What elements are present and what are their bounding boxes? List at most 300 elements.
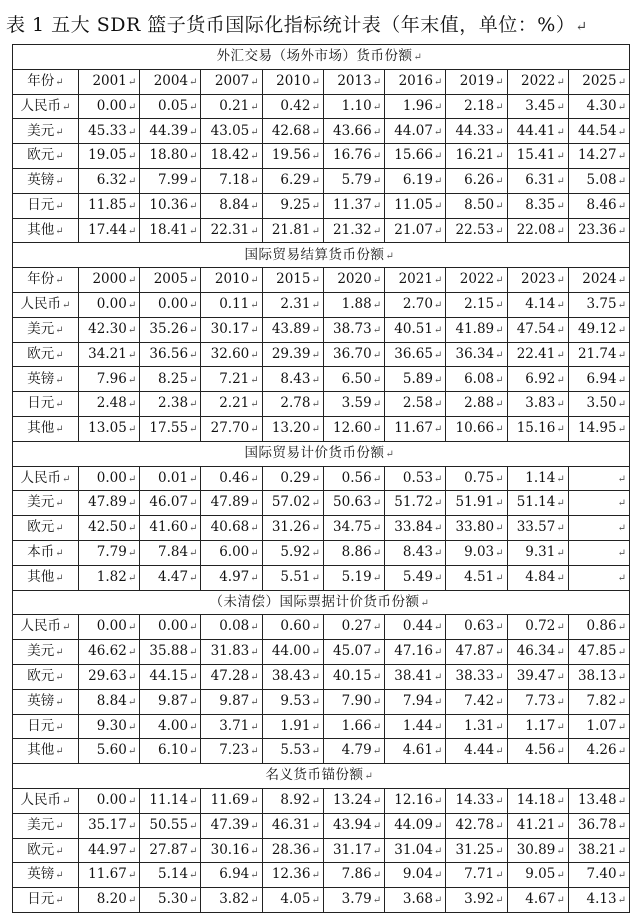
paragraph-mark-icon: ↵ (250, 870, 259, 882)
value-cell-value: 7.40 (586, 866, 617, 883)
value-cell (201, 342, 262, 367)
paragraph-mark-icon: ↵ (617, 126, 626, 138)
value-cell-value: 42.30 (88, 320, 127, 337)
paragraph-mark-icon: ↵ (617, 473, 626, 485)
value-cell (201, 689, 262, 714)
section-title (13, 590, 630, 615)
paragraph-mark-icon: ↵ (250, 324, 259, 336)
value-cell (262, 94, 323, 119)
paragraph-mark-icon: ↵ (127, 473, 137, 485)
value-cell (446, 144, 507, 169)
value-cell (140, 491, 201, 516)
paragraph-mark-icon: ↵ (556, 101, 565, 113)
table-row (13, 714, 630, 739)
value-cell (140, 144, 201, 169)
value-cell-value: 29.63 (88, 668, 127, 685)
paragraph-mark-icon: ↵ (311, 696, 320, 708)
value-cell-value: 6.92 (525, 370, 556, 387)
paragraph-mark-icon: ↵ (250, 820, 259, 832)
value-cell-value: 8.25 (157, 370, 189, 387)
paragraph-mark-icon: ↵ (311, 548, 320, 560)
paragraph-mark-icon: ↵ (617, 399, 626, 411)
value-cell-value: 13.05 (88, 420, 127, 437)
value-cell (262, 888, 323, 913)
paragraph-mark-icon: ↵ (433, 647, 443, 659)
currency-label (13, 119, 79, 144)
value-cell-value: 3.59 (341, 395, 372, 412)
year-header-cell (79, 69, 140, 94)
paragraph-mark-icon: ↵ (311, 424, 320, 436)
value-cell-value: 9.05 (525, 866, 556, 883)
year-header-cell (446, 268, 507, 293)
paragraph-mark-icon: ↵ (189, 200, 198, 212)
value-cell (140, 540, 201, 565)
year-header-cell-value: 2020 (337, 271, 372, 288)
value-cell-value: 6.10 (157, 742, 189, 759)
value-cell-value: 35.88 (149, 643, 189, 660)
value-cell (507, 94, 568, 119)
paragraph-mark-icon: ↵ (127, 300, 137, 312)
value-cell-value: 5.30 (157, 891, 189, 908)
value-cell-value: 0.63 (464, 618, 495, 635)
value-cell-value: 6.19 (402, 172, 433, 189)
paragraph-mark-icon: ↵ (556, 76, 565, 88)
value-cell-value: 41.60 (149, 519, 189, 536)
value-cell-value: 4.84 (525, 568, 556, 585)
paragraph-mark-icon: ↵ (311, 672, 320, 684)
section-title-value: 外汇交易（场外市场）货币份额 (216, 48, 413, 65)
value-cell-value: 4.56 (525, 742, 556, 759)
value-cell (385, 119, 446, 144)
paragraph-mark-icon: ↵ (55, 275, 64, 287)
paragraph-mark-icon: ↵ (311, 572, 320, 584)
year-header-cell (201, 268, 262, 293)
year-header-cell (201, 69, 262, 94)
value-cell-value: 18.41 (149, 221, 189, 238)
value-cell (79, 863, 140, 888)
value-cell-value: 5.49 (402, 568, 433, 585)
paragraph-mark-icon: ↵ (372, 845, 382, 857)
value-cell-value: 31.26 (271, 519, 311, 536)
value-cell-value: 2.21 (219, 395, 250, 412)
value-cell (385, 640, 446, 665)
paragraph-mark-icon: ↵ (55, 672, 64, 684)
paragraph-mark-icon: ↵ (372, 746, 382, 758)
value-cell-value: 22.08 (516, 221, 556, 238)
value-cell-value: 0.11 (219, 296, 250, 313)
value-cell-value: 14.95 (577, 420, 617, 437)
value-cell (446, 119, 507, 144)
paragraph-mark-icon: ↵ (617, 374, 626, 386)
value-cell-value: 42.68 (271, 122, 311, 139)
value-cell (446, 342, 507, 367)
value-cell-value: 1.91 (280, 717, 311, 734)
paragraph-mark-icon: ↵ (575, 19, 588, 35)
table-row (13, 813, 630, 838)
value-cell (262, 367, 323, 392)
value-cell (385, 838, 446, 863)
value-cell (385, 516, 446, 541)
paragraph-mark-icon: ↵ (55, 374, 64, 386)
value-cell (79, 664, 140, 689)
currency-label-value: 英镑 (27, 692, 55, 709)
value-cell (323, 491, 384, 516)
value-cell (446, 416, 507, 441)
currency-label (13, 193, 79, 218)
value-cell (201, 144, 262, 169)
value-cell-value: 2.18 (464, 97, 495, 114)
value-cell-value: 36.56 (149, 345, 189, 362)
paragraph-mark-icon: ↵ (189, 349, 198, 361)
value-cell (385, 714, 446, 739)
paragraph-mark-icon: ↵ (62, 473, 71, 485)
paragraph-mark-icon: ↵ (250, 200, 259, 212)
value-cell-value: 0.56 (341, 469, 372, 486)
value-cell (79, 565, 140, 590)
currency-label-value: 欧元 (27, 841, 55, 858)
value-cell (446, 94, 507, 119)
value-cell-value: 4.26 (586, 742, 617, 759)
value-cell (140, 466, 201, 491)
paragraph-mark-icon: ↵ (372, 647, 382, 659)
paragraph-mark-icon: ↵ (189, 721, 198, 733)
value-cell (385, 392, 446, 417)
paragraph-mark-icon: ↵ (495, 200, 504, 212)
paragraph-mark-icon: ↵ (495, 225, 504, 237)
value-cell-value: 0.86 (586, 618, 617, 635)
value-cell (140, 739, 201, 764)
currency-label (13, 317, 79, 342)
value-cell (507, 664, 568, 689)
paragraph-mark-icon: ↵ (617, 845, 626, 857)
value-cell-value: 9.87 (219, 692, 250, 709)
year-header-cell-value: 2021 (398, 271, 433, 288)
currency-label-value: 人民币 (20, 97, 62, 114)
value-cell-value: 0.21 (219, 97, 250, 114)
value-cell-value: 2.78 (280, 395, 311, 412)
value-cell (568, 813, 629, 838)
paragraph-mark-icon: ↵ (372, 349, 382, 361)
value-cell (201, 119, 262, 144)
value-cell-value: 33.57 (516, 519, 556, 536)
value-cell-value: 14.18 (516, 792, 556, 809)
paragraph-mark-icon: ↵ (495, 349, 504, 361)
value-cell-value: 12.60 (333, 420, 372, 437)
value-cell-value: 8.43 (280, 370, 311, 387)
paragraph-mark-icon: ↵ (189, 300, 198, 312)
value-cell (446, 292, 507, 317)
paragraph-mark-icon: ↵ (433, 870, 443, 882)
value-cell (385, 342, 446, 367)
value-cell (507, 516, 568, 541)
value-cell (446, 317, 507, 342)
value-cell-value: 4.44 (464, 742, 495, 759)
value-cell-value: 21.81 (271, 221, 311, 238)
paragraph-mark-icon: ↵ (617, 647, 626, 659)
value-cell-value: 8.20 (96, 891, 127, 908)
value-cell-value: 21.07 (394, 221, 433, 238)
paragraph-mark-icon: ↵ (127, 324, 137, 336)
value-cell (385, 416, 446, 441)
value-cell (568, 838, 629, 863)
value-cell (140, 292, 201, 317)
value-cell-value: 8.92 (280, 792, 311, 809)
value-cell (446, 516, 507, 541)
paragraph-mark-icon: ↵ (55, 895, 64, 907)
paragraph-mark-icon: ↵ (250, 498, 259, 510)
paragraph-mark-icon: ↵ (372, 300, 382, 312)
year-header-cell (79, 268, 140, 293)
currency-label-value: 人民币 (20, 618, 62, 635)
currency-label-value: 英镑 (27, 172, 55, 189)
value-cell (262, 813, 323, 838)
paragraph-mark-icon: ↵ (311, 721, 320, 733)
year-header-cell-value: 2001 (92, 72, 127, 89)
paragraph-mark-icon: ↵ (495, 424, 504, 436)
year-header-row (13, 69, 630, 94)
value-cell-value: 17.55 (149, 420, 189, 437)
value-cell-value: 11.05 (394, 196, 433, 213)
value-cell (79, 516, 140, 541)
value-cell-value: 45.07 (333, 643, 372, 660)
value-cell-value: 3.82 (219, 891, 250, 908)
paragraph-mark-icon: ↵ (617, 796, 626, 808)
paragraph-mark-icon: ↵ (127, 349, 137, 361)
paragraph-mark-icon: ↵ (127, 225, 137, 237)
value-cell-value: 8.35 (525, 196, 556, 213)
currency-label (13, 292, 79, 317)
paragraph-mark-icon: ↵ (556, 151, 565, 163)
value-cell-value: 5.19 (341, 568, 372, 585)
paragraph-mark-icon: ↵ (189, 151, 198, 163)
value-cell (323, 416, 384, 441)
value-cell (262, 193, 323, 218)
paragraph-mark-icon: ↵ (311, 151, 320, 163)
paragraph-mark-icon: ↵ (250, 548, 259, 560)
paragraph-mark-icon: ↵ (189, 622, 198, 634)
paragraph-mark-icon: ↵ (372, 151, 382, 163)
value-cell (201, 615, 262, 640)
paragraph-mark-icon: ↵ (617, 176, 626, 188)
currency-label (13, 416, 79, 441)
value-cell-value: 7.94 (402, 692, 433, 709)
paragraph-mark-icon: ↵ (189, 820, 198, 832)
value-cell-value: 43.05 (210, 122, 250, 139)
value-cell-value: 44.54 (577, 122, 617, 139)
table-row (13, 466, 630, 491)
value-cell-value: 38.41 (394, 668, 433, 685)
value-cell (446, 813, 507, 838)
paragraph-mark-icon: ↵ (189, 845, 198, 857)
value-cell (323, 168, 384, 193)
currency-label (13, 813, 79, 838)
paragraph-mark-icon: ↵ (495, 523, 504, 535)
value-cell (262, 516, 323, 541)
value-cell-value: 47.54 (516, 320, 556, 337)
paragraph-mark-icon: ↵ (311, 176, 320, 188)
paragraph-mark-icon: ↵ (189, 746, 198, 758)
value-cell (79, 466, 140, 491)
paragraph-mark-icon: ↵ (127, 76, 137, 88)
paragraph-mark-icon: ↵ (617, 76, 626, 88)
currency-label (13, 863, 79, 888)
paragraph-mark-icon: ↵ (250, 424, 259, 436)
paragraph-mark-icon: ↵ (55, 200, 64, 212)
paragraph-mark-icon: ↵ (127, 845, 137, 857)
value-cell (140, 813, 201, 838)
paragraph-mark-icon: ↵ (372, 101, 382, 113)
value-cell-value: 3.45 (525, 97, 556, 114)
value-cell (140, 119, 201, 144)
paragraph-mark-icon: ↵ (189, 895, 198, 907)
year-header-cell (140, 268, 201, 293)
currency-label (13, 565, 79, 590)
value-cell-value: 9.31 (525, 544, 556, 561)
value-cell-value: 5.89 (402, 370, 433, 387)
value-cell (385, 739, 446, 764)
paragraph-mark-icon: ↵ (495, 176, 504, 188)
currency-label-value: 人民币 (20, 296, 62, 313)
value-cell-value: 30.89 (516, 841, 556, 858)
value-cell-value: 18.42 (210, 147, 250, 164)
value-cell (140, 94, 201, 119)
currency-label (13, 218, 79, 243)
paragraph-mark-icon: ↵ (617, 300, 626, 312)
value-cell (323, 119, 384, 144)
value-cell (446, 689, 507, 714)
paragraph-mark-icon: ↵ (556, 424, 565, 436)
paragraph-mark-icon: ↵ (250, 895, 259, 907)
value-cell-value: 33.80 (455, 519, 495, 536)
year-header-cell (262, 69, 323, 94)
paragraph-mark-icon: ↵ (433, 523, 443, 535)
currency-label (13, 888, 79, 913)
paragraph-mark-icon: ↵ (55, 151, 64, 163)
value-cell-value: 43.94 (333, 816, 372, 833)
paragraph-mark-icon: ↵ (250, 374, 259, 386)
table-row (13, 664, 630, 689)
value-cell-value: 31.17 (333, 841, 372, 858)
value-cell (385, 292, 446, 317)
paragraph-mark-icon: ↵ (55, 349, 64, 361)
paragraph-mark-icon: ↵ (127, 820, 137, 832)
value-cell (79, 144, 140, 169)
currency-label (13, 615, 79, 640)
value-cell (385, 888, 446, 913)
table-row (13, 788, 630, 813)
value-cell (446, 218, 507, 243)
currency-label (13, 168, 79, 193)
value-cell (79, 838, 140, 863)
paragraph-mark-icon: ↵ (250, 647, 259, 659)
paragraph-mark-icon: ↵ (556, 895, 565, 907)
value-cell-value: 8.84 (96, 692, 127, 709)
paragraph-mark-icon: ↵ (55, 870, 64, 882)
paragraph-mark-icon: ↵ (311, 101, 320, 113)
value-cell (79, 888, 140, 913)
value-cell-value: 0.60 (280, 618, 311, 635)
paragraph-mark-icon: ↵ (189, 647, 198, 659)
section-title-row (13, 441, 630, 466)
paragraph-mark-icon: ↵ (617, 696, 626, 708)
paragraph-mark-icon: ↵ (311, 746, 320, 758)
value-cell (568, 218, 629, 243)
value-cell-value: 0.00 (96, 618, 127, 635)
value-cell-value: 33.84 (394, 519, 433, 536)
paragraph-mark-icon: ↵ (372, 820, 382, 832)
value-cell-value: 1.88 (341, 296, 372, 313)
paragraph-mark-icon: ↵ (127, 647, 137, 659)
paragraph-mark-icon: ↵ (556, 548, 565, 560)
value-cell-value: 4.61 (402, 742, 433, 759)
value-cell-value: 47.16 (394, 643, 433, 660)
paragraph-mark-icon: ↵ (55, 746, 64, 758)
paragraph-mark-icon: ↵ (617, 200, 626, 212)
currency-label-value: 美元 (27, 494, 55, 511)
value-cell (323, 640, 384, 665)
value-cell-value: 40.68 (210, 519, 250, 536)
value-cell-value: 16.21 (455, 147, 495, 164)
value-cell (568, 342, 629, 367)
value-cell-value: 57.02 (271, 494, 311, 511)
value-cell (446, 664, 507, 689)
value-cell-value: 44.07 (394, 122, 433, 139)
value-cell (323, 292, 384, 317)
value-cell (201, 813, 262, 838)
value-cell (568, 615, 629, 640)
value-cell-value: 30.16 (210, 841, 250, 858)
value-cell (507, 863, 568, 888)
paragraph-mark-icon: ↵ (189, 870, 198, 882)
year-header-cell-value: 2024 (582, 271, 617, 288)
value-cell (323, 342, 384, 367)
value-cell-value: 46.31 (271, 816, 311, 833)
value-cell (446, 714, 507, 739)
value-cell (79, 119, 140, 144)
value-cell-value: 5.79 (341, 172, 372, 189)
paragraph-mark-icon: ↵ (127, 275, 137, 287)
paragraph-mark-icon: ↵ (495, 696, 504, 708)
value-cell (507, 540, 568, 565)
value-cell (385, 565, 446, 590)
paragraph-mark-icon: ↵ (189, 176, 198, 188)
paragraph-mark-icon: ↵ (189, 672, 198, 684)
value-cell (79, 342, 140, 367)
value-cell (201, 640, 262, 665)
value-cell (79, 813, 140, 838)
value-cell-value: 23.36 (577, 221, 617, 238)
year-header-cell-value: 2025 (582, 72, 617, 89)
paragraph-mark-icon: ↵ (127, 176, 137, 188)
value-cell-value: 2.31 (280, 296, 311, 313)
paragraph-mark-icon: ↵ (311, 324, 320, 336)
value-cell (323, 144, 384, 169)
paragraph-mark-icon: ↵ (189, 796, 198, 808)
paragraph-mark-icon: ↵ (495, 374, 504, 386)
value-cell (79, 491, 140, 516)
paragraph-mark-icon: ↵ (433, 672, 443, 684)
paragraph-mark-icon: ↵ (250, 349, 259, 361)
year-header-cell (140, 69, 201, 94)
value-cell-value: 11.69 (210, 792, 250, 809)
value-cell-value: 36.34 (455, 345, 495, 362)
value-cell-value: 38.21 (577, 841, 617, 858)
paragraph-mark-icon: ↵ (250, 721, 259, 733)
value-cell-value: 1.31 (464, 717, 495, 734)
value-cell (323, 863, 384, 888)
paragraph-mark-icon: ↵ (55, 845, 64, 857)
value-cell (323, 739, 384, 764)
